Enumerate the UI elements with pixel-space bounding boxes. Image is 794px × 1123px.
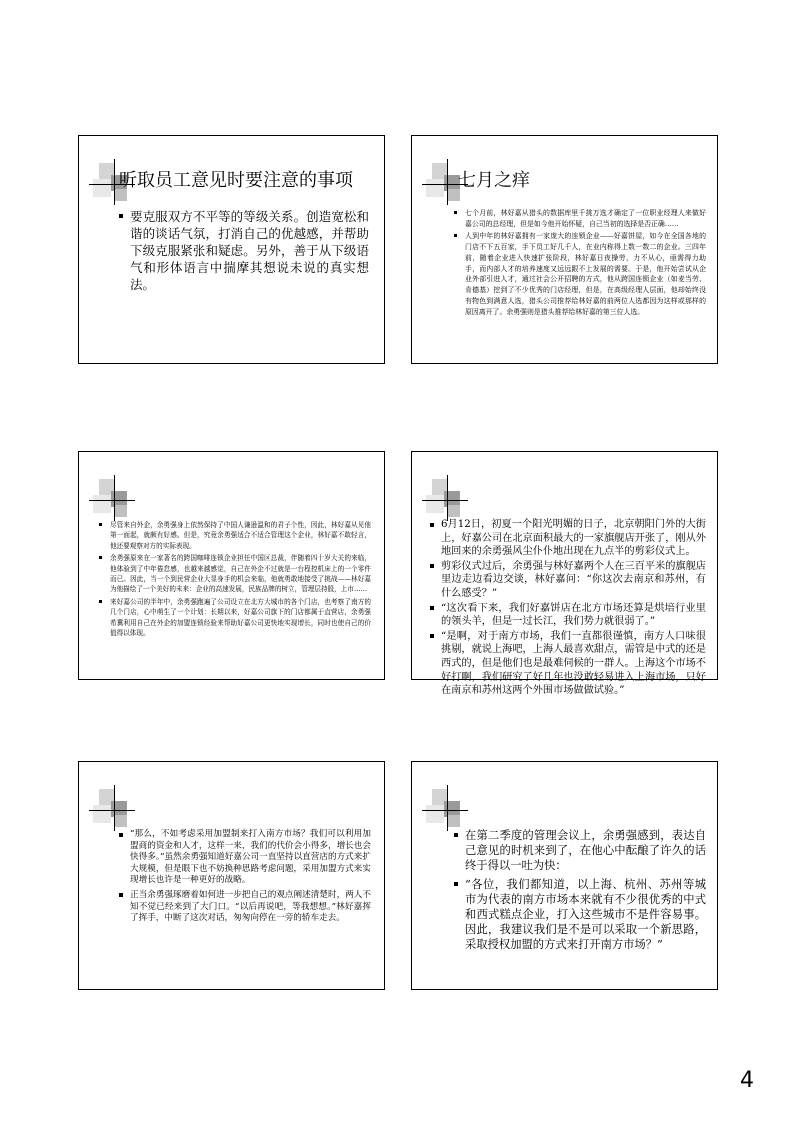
bullet-list xyxy=(119,208,369,293)
bullet-item: 6月12日，初夏一个阳光明媚的日子，北京朝阳门外的大街上，好嘉公司在北京面积最大的一家旗舰店开张了，刚从外地回来的余勇强风尘仆仆地出现在九点半的剪彩仪式上。 xyxy=(430,518,706,559)
bullet-list xyxy=(430,518,706,699)
bullet-item: 剪彩仪式过后，余勇强与林好嘉两个人在三百平米的旗舰店里边走边看边交谈，林好嘉问：“你这次去南京和苏州，有什么感受？” xyxy=(430,560,706,601)
bullet-item: “各位，我们都知道，以上海、杭州、苏州等城市为代表的南方市场本来就有不少很优秀的中式和西式糕点企业，打入这些城市不是件容易事。因此，我建议我们是不是可以采取一个新思路，采取授权加盟的方式来打开南方市场？” xyxy=(454,877,706,953)
slide-decoration-icon xyxy=(89,785,135,831)
bullet-list xyxy=(99,520,371,640)
bullet-item: “那么，不如考虑采用加盟制来打入南方市场？我们可以利用加盟商的资金和人才，这样一来，我们的代价会小得多，增长也会快得多。”虽然余勇强知道好嘉公司一直坚持以直营店的方式来扩大规模，但是眼下也不妨换种思路考虑问题，采用加盟方式来实现增长也许是一种更好的战略。 xyxy=(119,829,371,887)
bullet-item: 余勇强原来在一家著名的跨国咖啡连锁企业担任中国区总裁，伴随着四十岁大关的来临，他体验到了中年倦怠感，也越来越感觉，自己在外企不过就是一台程控机床上的一个零件而已。因此，当一个到民营企业大显身手的机会来临，他就勇敢地接受了挑战——林好嘉为他描绘了一个美好的未来：企业的高速发展，民族品牌的树立，管理层持股，上市…… xyxy=(99,553,371,595)
slide-5 xyxy=(78,761,385,990)
bullet-item: 来好嘉公司的半年中，余勇强跑遍了公司设立在北方大城市的各个门店，也考察了南方的几个门店，心中萌生了一个计划：长期以来，好嘉公司旗下的门店都属于直营店，余勇强希冀利用自己在外企的加盟连锁经验来帮助好嘉公司更快地实现增长，同时也使自己的价值得以体现。 xyxy=(99,597,371,639)
bullet-item: “是啊，对于南方市场，我们一直都很谨慎，南方人口味很挑剔，就说上海吧，上海人最喜欢甜点，需管是中式的还是西式的，但是他们也是最难伺候的一群人。上海这个市场不好打啊，我们研究了好几年也没敢轻易进入上海市场，只好在南京和苏州这两个外围市场做做试验。” xyxy=(430,630,706,698)
slide-1 xyxy=(78,135,385,364)
slide-decoration-icon xyxy=(422,475,468,521)
bullet-list xyxy=(454,208,706,319)
bullet-item: 人到中年的林好嘉拥有一家庞大的连锁企业——好嘉饼屋，如今在全国各地的门店不下五百家，手下员工好几千人，在业内称得上数一数二的企业。三四年前，随着企业进入快速扩张阶段，林好嘉日夜操劳，力不从心，亟需得力助手，而内部人才的培养速度又远远跟不上发展的需要。于是，他开始尝试从企业外部引进人才，通过社会公开招聘的方式，他从跨国连锁企业（如麦当劳、肯德基）挖到了不少优秀的门店经理，但是，在高级经理人层面，他却始终没有物色到满意人选，猎头公司推荐给林好嘉的前两位人选都因为这样或那样的原因离开了。余勇强则是猎头推荐给林好嘉的第三位人选。 xyxy=(454,231,706,318)
bullet-item: 在第二季度的管理会议上，余勇强感到，表达自己意见的时机来到了，在他心中酝酿了许久的话终于得以一吐为快： xyxy=(454,828,706,874)
slide-4 xyxy=(411,451,718,697)
bullet-item: 要克服双方不平等的等级关系。创造宽松和谐的谈话气氛，打消自己的优越感，并帮助下级克服紧张和疑虑。另外，善于从下级语气和形体语言中揣摩其想说未说的真实想法。 xyxy=(119,208,369,293)
slide-title: 七月之痒 xyxy=(458,170,530,191)
slide-3 xyxy=(78,451,385,680)
slide-decoration-icon xyxy=(422,785,468,831)
bullet-item: “这次看下来，我们好嘉饼店在北方市场还算是烘培行业里的领头羊，但是一过长江，我们势力就很弱了。” xyxy=(430,602,706,629)
bullet-list xyxy=(119,829,371,928)
slide-2 xyxy=(411,135,718,364)
bullet-item: 正当余勇强琢磨着如何进一步把自己的观点阐述清楚时，两人不知不觉已经来到了大门口。“以后再说吧，等我想想。”林好嘉挥了挥手，中断了这次对话，匆匆向停在一旁的轿车走去。 xyxy=(119,890,371,925)
bullet-item: 七个月前，林好嘉从猎头的数据库里千挑万选才确定了一位职业经理人来做好嘉公司的总经理，但是如今他开始怀疑，自己当初的选择是否正确…… xyxy=(454,208,706,230)
slide-decoration-icon xyxy=(89,475,135,521)
slide-6 xyxy=(411,761,718,990)
page-number: 4 xyxy=(740,1068,754,1093)
bullet-list xyxy=(454,828,706,956)
slide-title: 听取员工意见时要注意的事项 xyxy=(119,170,353,191)
bullet-item: 尽管来自外企，余勇强身上依然保持了中国人谦逊温和的君子个性，因此，林好嘉从见他第一面起，就颇有好感。但是，究竟余勇强适合不适合管理这个企业，林好嘉不敢轻言，他还要观察对方的实际表现。 xyxy=(99,520,371,551)
